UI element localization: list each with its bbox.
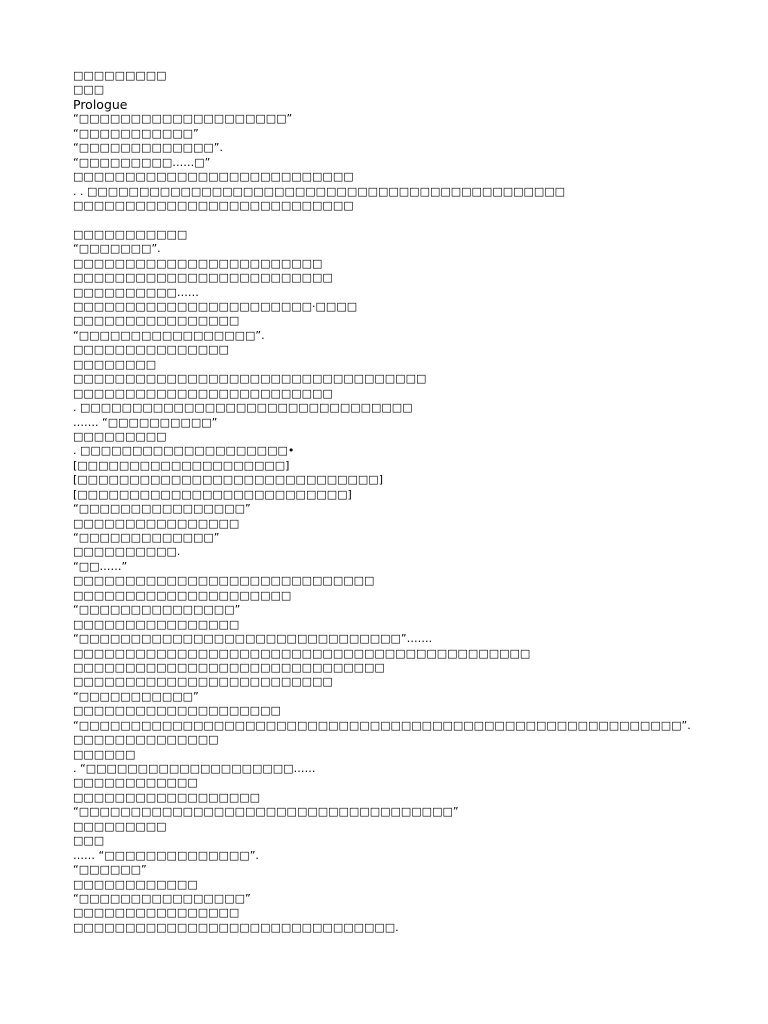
text-line: □□□□□□□□□□□□□□□□□□□□□□□□□ xyxy=(73,675,333,689)
text-line: □□□□□□□□□□□□□□□□□□□□□□□□□□□ xyxy=(73,170,354,184)
text-line: □□□□□□□□□□□□□□□□□□□□□□□□□□□□□□ xyxy=(73,660,385,674)
text-line: □□□ xyxy=(73,83,105,97)
text-line: [□□□□□□□□□□□□□□□□□□□□□□□□□□] xyxy=(73,487,352,501)
text-line: “□□□□□□□□□□□□□”. xyxy=(73,141,224,155)
text-line: □□□□□□□□□□□□□□□□□□□□□□□□□□□□□□□. xyxy=(73,920,399,934)
text-line: “□□□□□□□□□□□□□□□” xyxy=(73,603,241,617)
text-line: □□□□□□□□□□□□□□□□□□□□□□□□□□□ xyxy=(73,198,354,212)
text-line: “□□□□□□□□□□□” xyxy=(73,689,199,703)
text-line: □□□□□□□□□□□□□□□□□□ xyxy=(73,790,261,804)
text-line: “□□□□□□□□□□□□□□□□” xyxy=(73,891,251,905)
text-line: □□□□□□□□□ xyxy=(73,69,167,82)
text-line: □□□□□□□□□□□□□□□□□□□□□□□·□□□□ xyxy=(73,300,358,313)
text-line: “□□□□□□□□□□□□□” xyxy=(73,531,220,544)
text-line: □□□□□□□□□□□□□□□□ xyxy=(73,906,240,920)
text-line: □□□□□□□□□□□□ xyxy=(73,776,198,790)
text-line: □□□□□□□□□□□□□□□□□□□□□□□□□ xyxy=(73,386,333,400)
text-line: □□□□□□□□□□□□□□□□□□□□□□□□□□□□□□□□□□ xyxy=(73,372,427,386)
text-line: . . □□□□□□□□□□□□□□□□□□□□□□□□□□□□□□□□□□□□□□□□□□□□□□ xyxy=(73,184,566,198)
document-body xyxy=(73,69,733,935)
text-line: □□□□□□□□□□□□□□□□□□□□□□□□□□□□□ xyxy=(73,574,375,588)
text-line: …… “□□□□□□□□□□□□□□”. xyxy=(73,848,259,862)
text-line: □□□□□□□□□□□□□□□□□□□□□□□□ xyxy=(73,256,323,270)
text-line: □□□□□□□□□□. xyxy=(73,545,181,559)
text-line: □□□□□□□□□□□□□□□ xyxy=(73,343,229,357)
text-line: □□□□□□□□□□□□ xyxy=(73,877,198,891)
text-line: . □□□□□□□□□□□□□□□□□□□□• xyxy=(73,444,295,458)
text-line: . “□□□□□□□□□□□□□□□□□□□□…… xyxy=(73,762,316,775)
text-line: □□□□□□□□ xyxy=(73,357,157,371)
text-line: □□□□□□□□□□□□□□□□□□□□□□□□□□□□□□□□□□□□□□□□□□□□ xyxy=(73,646,531,660)
text-line: “□□□□□□” xyxy=(73,863,147,877)
text-line: □□□ xyxy=(73,834,105,848)
text-line: □□□□□□□□□□□ xyxy=(73,227,188,241)
blank-line xyxy=(73,213,733,227)
text-line: □□□□□□□□□□□□□□□□ xyxy=(73,516,240,530)
text-line: □□□□□□□□□□□□□□□□□□□□□□□□□ xyxy=(73,271,333,285)
text-line: “□□□□□□□□□□□” xyxy=(73,126,199,140)
text-line: “□□□□□□□□□□□□□□□□” xyxy=(73,502,251,516)
text-line: [□□□□□□□□□□□□□□□□□□□□] xyxy=(73,458,290,472)
text-line: □□□□□□□□□□□□□□□□□□□□ xyxy=(73,704,281,718)
text-line: □□□□□□□□□□□□□□□□ xyxy=(73,617,240,631)
text-line: “□□□□□□□□□□□□□□□□□□□□□□□□□□□□□□□”……. xyxy=(73,632,433,646)
text-line: □□□□□□□□□□□□□□ xyxy=(73,733,219,747)
text-line: “□□□□□□□□□□□□□□□□□”. xyxy=(73,328,265,342)
text-line: □□□□□□□□□□□□□□□□ xyxy=(73,314,240,328)
text-line: “□□□□□□□□□……□” xyxy=(73,155,211,169)
text-line: “□□□□□□□”. xyxy=(73,242,161,256)
text-line: □□□□□□□□□□□□□□□□□□□□□ xyxy=(73,588,292,602)
text-line: . □□□□□□□□□□□□□□□□□□□□□□□□□□□□□□□□ xyxy=(73,401,413,415)
text-line: “□□……” xyxy=(73,559,128,573)
text-line: □□□□□□□□□□…… xyxy=(73,285,199,299)
text-line: ……. “□□□□□□□□□□” xyxy=(73,415,218,429)
prologue-heading: Prologue xyxy=(73,97,128,112)
text-line: □□□□□□□□□ xyxy=(73,429,167,443)
text-line: [□□□□□□□□□□□□□□□□□□□□□□□□□□□□□] xyxy=(73,473,383,487)
text-line: □□□□□□□□□ xyxy=(73,819,167,833)
text-line: □□□□□□ xyxy=(73,747,136,761)
text-line: “□□□□□□□□□□□□□□□□□□□□” xyxy=(73,112,293,126)
text-line: “□□□□□□□□□□□□□□□□□□□□□□□□□□□□□□□□□□□□” xyxy=(73,805,459,819)
text-line: “□□□□□□□□□□□□□□□□□□□□□□□□□□□□□□□□□□□□□□□□□□□□□□□□□□□□□□□□□□”. xyxy=(73,718,691,732)
